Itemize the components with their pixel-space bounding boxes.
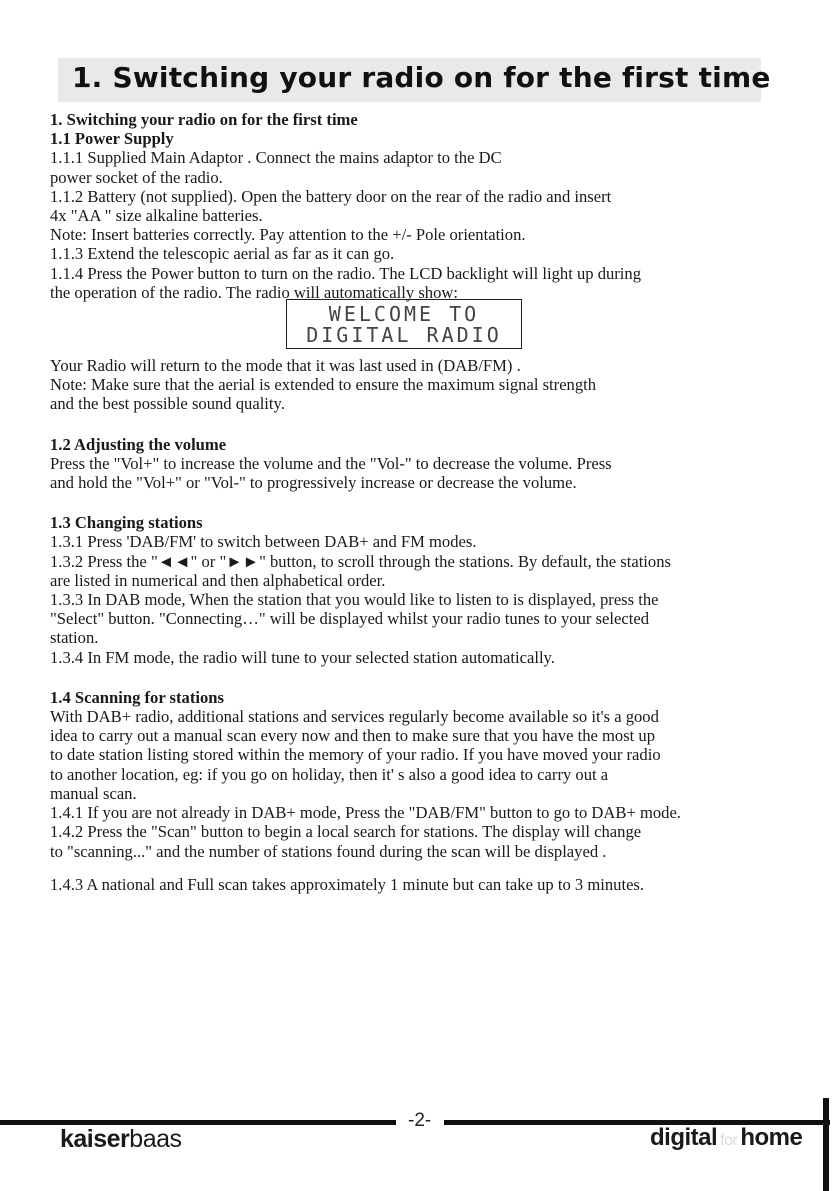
paragraph-line: With DAB+ radio, additional stations and services regularly become available so it's a good xyxy=(50,707,659,727)
paragraph-line: 4x "AA " size alkaline batteries. xyxy=(50,206,263,226)
page-title: 1. Switching your radio on for the first time xyxy=(72,61,771,94)
subsection-heading-stations: 1.3 Changing stations xyxy=(50,513,203,533)
subsection-heading-power-supply: 1.1 Power Supply xyxy=(50,129,174,149)
section-heading: 1. Switching your radio on for the first time xyxy=(50,110,358,129)
lcd-line: WELCOME TO xyxy=(328,302,480,327)
paragraph-line: 1.3.3 In DAB mode, When the station that you would like to listen to is displayed, press the xyxy=(50,590,659,610)
paragraph-line: 1.4.2 Press the "Scan" button to begin a local search for stations. The display will change xyxy=(50,822,642,842)
note-line: Note: Insert batteries correctly. Pay attention to the +/- Pole orientation. xyxy=(50,225,526,245)
paragraph-line: 1.1.4 Press the Power button to turn on the radio. The LCD backlight will light up during xyxy=(50,263,642,283)
paragraph-line: the operation of the radio. The radio will automatically show: xyxy=(50,282,458,302)
title-banner xyxy=(58,58,771,102)
paragraph-line: 1.3.1 Press 'DAB/FM' to switch between DAB+ and FM modes. xyxy=(50,532,477,552)
subsection-heading-volume: 1.2 Adjusting the volume xyxy=(50,434,227,454)
paragraph-line: to date station listing stored within the memory of your radio. If you have moved your radio xyxy=(50,745,661,765)
brand-right-for: for xyxy=(720,1132,738,1149)
paragraph-line: station. xyxy=(50,628,99,648)
paragraph-line: to "scanning..." and the number of stations found during the scan will be displayed . xyxy=(50,841,607,861)
brand-right-digital: digital xyxy=(650,1124,718,1151)
document-body xyxy=(50,110,780,894)
paragraph-line: Press the "Vol+" to increase the volume and the "Vol-" to decrease the volume. Press xyxy=(50,453,612,473)
paragraph-line: to another location, eg: if you go on holiday, then it' s also a good idea to carry out a xyxy=(50,764,609,784)
paragraph-line: are listed in numerical and then alphabetical order. xyxy=(50,570,386,590)
kaiserbaas-logo xyxy=(60,1125,182,1154)
subsection-heading-scanning: 1.4 Scanning for stations xyxy=(50,687,224,707)
note-line: and the best possible sound quality. xyxy=(50,394,285,414)
brand-left-light: baas xyxy=(129,1125,182,1153)
paragraph-line: 1.3.2 Press the "◄◄" or "►►" button, to scroll through the stations. By default, the stations xyxy=(50,551,671,571)
paragraph-line: power socket of the radio. xyxy=(50,167,223,187)
paragraph-line: 1.4.3 A national and Full scan takes approximately 1 minute but can take up to 3 minutes. xyxy=(50,874,645,894)
lcd-line: DIGITAL RADIO xyxy=(306,323,502,348)
paragraph-line: 1.1.1 Supplied Main Adaptor . Connect the mains adaptor to the DC xyxy=(50,148,502,168)
paragraph-line: 1.3.4 In FM mode, the radio will tune to your selected station automatically. xyxy=(50,647,555,667)
paragraph-line: idea to carry out a manual scan every now and then to make sure that you have the most up xyxy=(50,726,656,746)
paragraph-line: 1.1.2 Battery (not supplied). Open the battery door on the rear of the radio and insert xyxy=(50,186,612,206)
brand-right-home: home xyxy=(740,1124,803,1151)
brand-left-bold: kaiser xyxy=(60,1125,130,1153)
paragraph-line: 1.1.3 Extend the telescopic aerial as far as it can go. xyxy=(50,244,395,264)
page-number: -2- xyxy=(408,1110,432,1131)
paragraph-line: 1.4.1 If you are not already in DAB+ mode, Press the "DAB/FM" button to go to DAB+ mode. xyxy=(50,803,681,823)
paragraph-line: manual scan. xyxy=(50,783,137,803)
paragraph-line: "Select" button. "Connecting…" will be displayed whilst your radio tunes to your selected xyxy=(50,609,650,629)
digital-for-home-logo xyxy=(650,1124,802,1152)
edge-bar xyxy=(823,1098,829,1191)
paragraph-line: Your Radio will return to the mode that it was last used in (DAB/FM) . xyxy=(50,356,521,376)
paragraph-line: and hold the "Vol+" or "Vol-" to progressively increase or decrease the volume. xyxy=(50,473,577,493)
note-line: Note: Make sure that the aerial is extended to ensure the maximum signal strength xyxy=(50,375,597,395)
lcd-display xyxy=(286,299,522,349)
